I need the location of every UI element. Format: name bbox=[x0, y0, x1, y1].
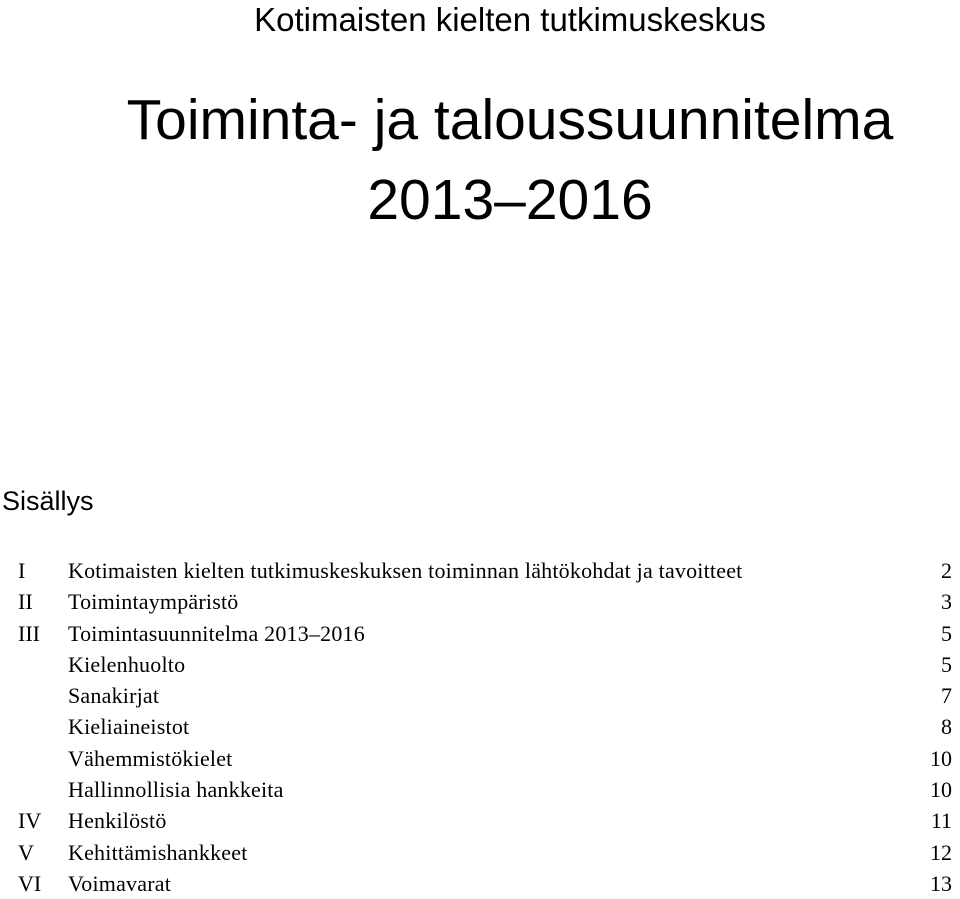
toc-item[interactable] bbox=[0, 743, 960, 774]
table-of-contents bbox=[0, 555, 960, 899]
toc-item-number: IV bbox=[18, 808, 42, 834]
document-title: Toiminta- ja taloussuunnitelma bbox=[126, 88, 894, 152]
toc-item-title: Kehittämishankkeet bbox=[68, 839, 248, 865]
toc-item-page: 11 bbox=[930, 808, 952, 834]
toc-item-number: VI bbox=[18, 870, 42, 896]
toc-item[interactable] bbox=[0, 586, 960, 617]
toc-item[interactable] bbox=[0, 868, 960, 899]
toc-item[interactable] bbox=[0, 837, 960, 868]
toc-item-title: Toimintasuunnitelma 2013–2016 bbox=[68, 620, 365, 646]
toc-item-page: 3 bbox=[941, 589, 952, 615]
toc-heading: Sisällys bbox=[2, 486, 94, 516]
toc-item-title: Hallinnollisia hankkeita bbox=[68, 777, 284, 803]
toc-item[interactable] bbox=[0, 649, 960, 680]
toc-item-page: 8 bbox=[941, 714, 952, 740]
toc-item[interactable] bbox=[0, 555, 960, 586]
toc-item[interactable] bbox=[0, 618, 960, 649]
toc-item[interactable] bbox=[0, 774, 960, 805]
toc-item-title: Sanakirjat bbox=[68, 683, 160, 709]
toc-item[interactable] bbox=[0, 711, 960, 742]
toc-item-page: 7 bbox=[941, 683, 952, 709]
toc-item-title: Vähemmistökielet bbox=[68, 745, 233, 771]
toc-item-title: Toimintaympäristö bbox=[68, 589, 239, 615]
toc-item-number: II bbox=[18, 589, 33, 615]
toc-item-title: Henkilöstö bbox=[68, 808, 167, 834]
toc-item-page: 5 bbox=[941, 620, 952, 646]
toc-item-page: 10 bbox=[930, 745, 952, 771]
toc-item-number: V bbox=[18, 839, 34, 865]
toc-item[interactable] bbox=[0, 805, 960, 836]
toc-item-title: Kielenhuolto bbox=[68, 651, 186, 677]
toc-item[interactable] bbox=[0, 680, 960, 711]
toc-item-page: 10 bbox=[930, 777, 952, 803]
toc-item-title: Kieliaineistot bbox=[68, 714, 190, 740]
toc-item-title: Kotimaisten kielten tutkimuskeskuksen toiminnan lähtökohdat ja tavoitteet bbox=[68, 558, 743, 583]
document-years: 2013–2016 bbox=[367, 168, 653, 232]
toc-item-number: III bbox=[18, 620, 40, 646]
organization-name: Kotimaisten kielten tutkimuskeskus bbox=[254, 1, 766, 38]
toc-item-page: 5 bbox=[941, 651, 952, 677]
toc-item-number: I bbox=[18, 558, 26, 583]
toc-item-page: 2 bbox=[941, 558, 952, 583]
toc-item-page: 13 bbox=[930, 870, 952, 896]
toc-item-page: 12 bbox=[930, 839, 952, 865]
toc-item-title: Voimavarat bbox=[68, 870, 172, 896]
